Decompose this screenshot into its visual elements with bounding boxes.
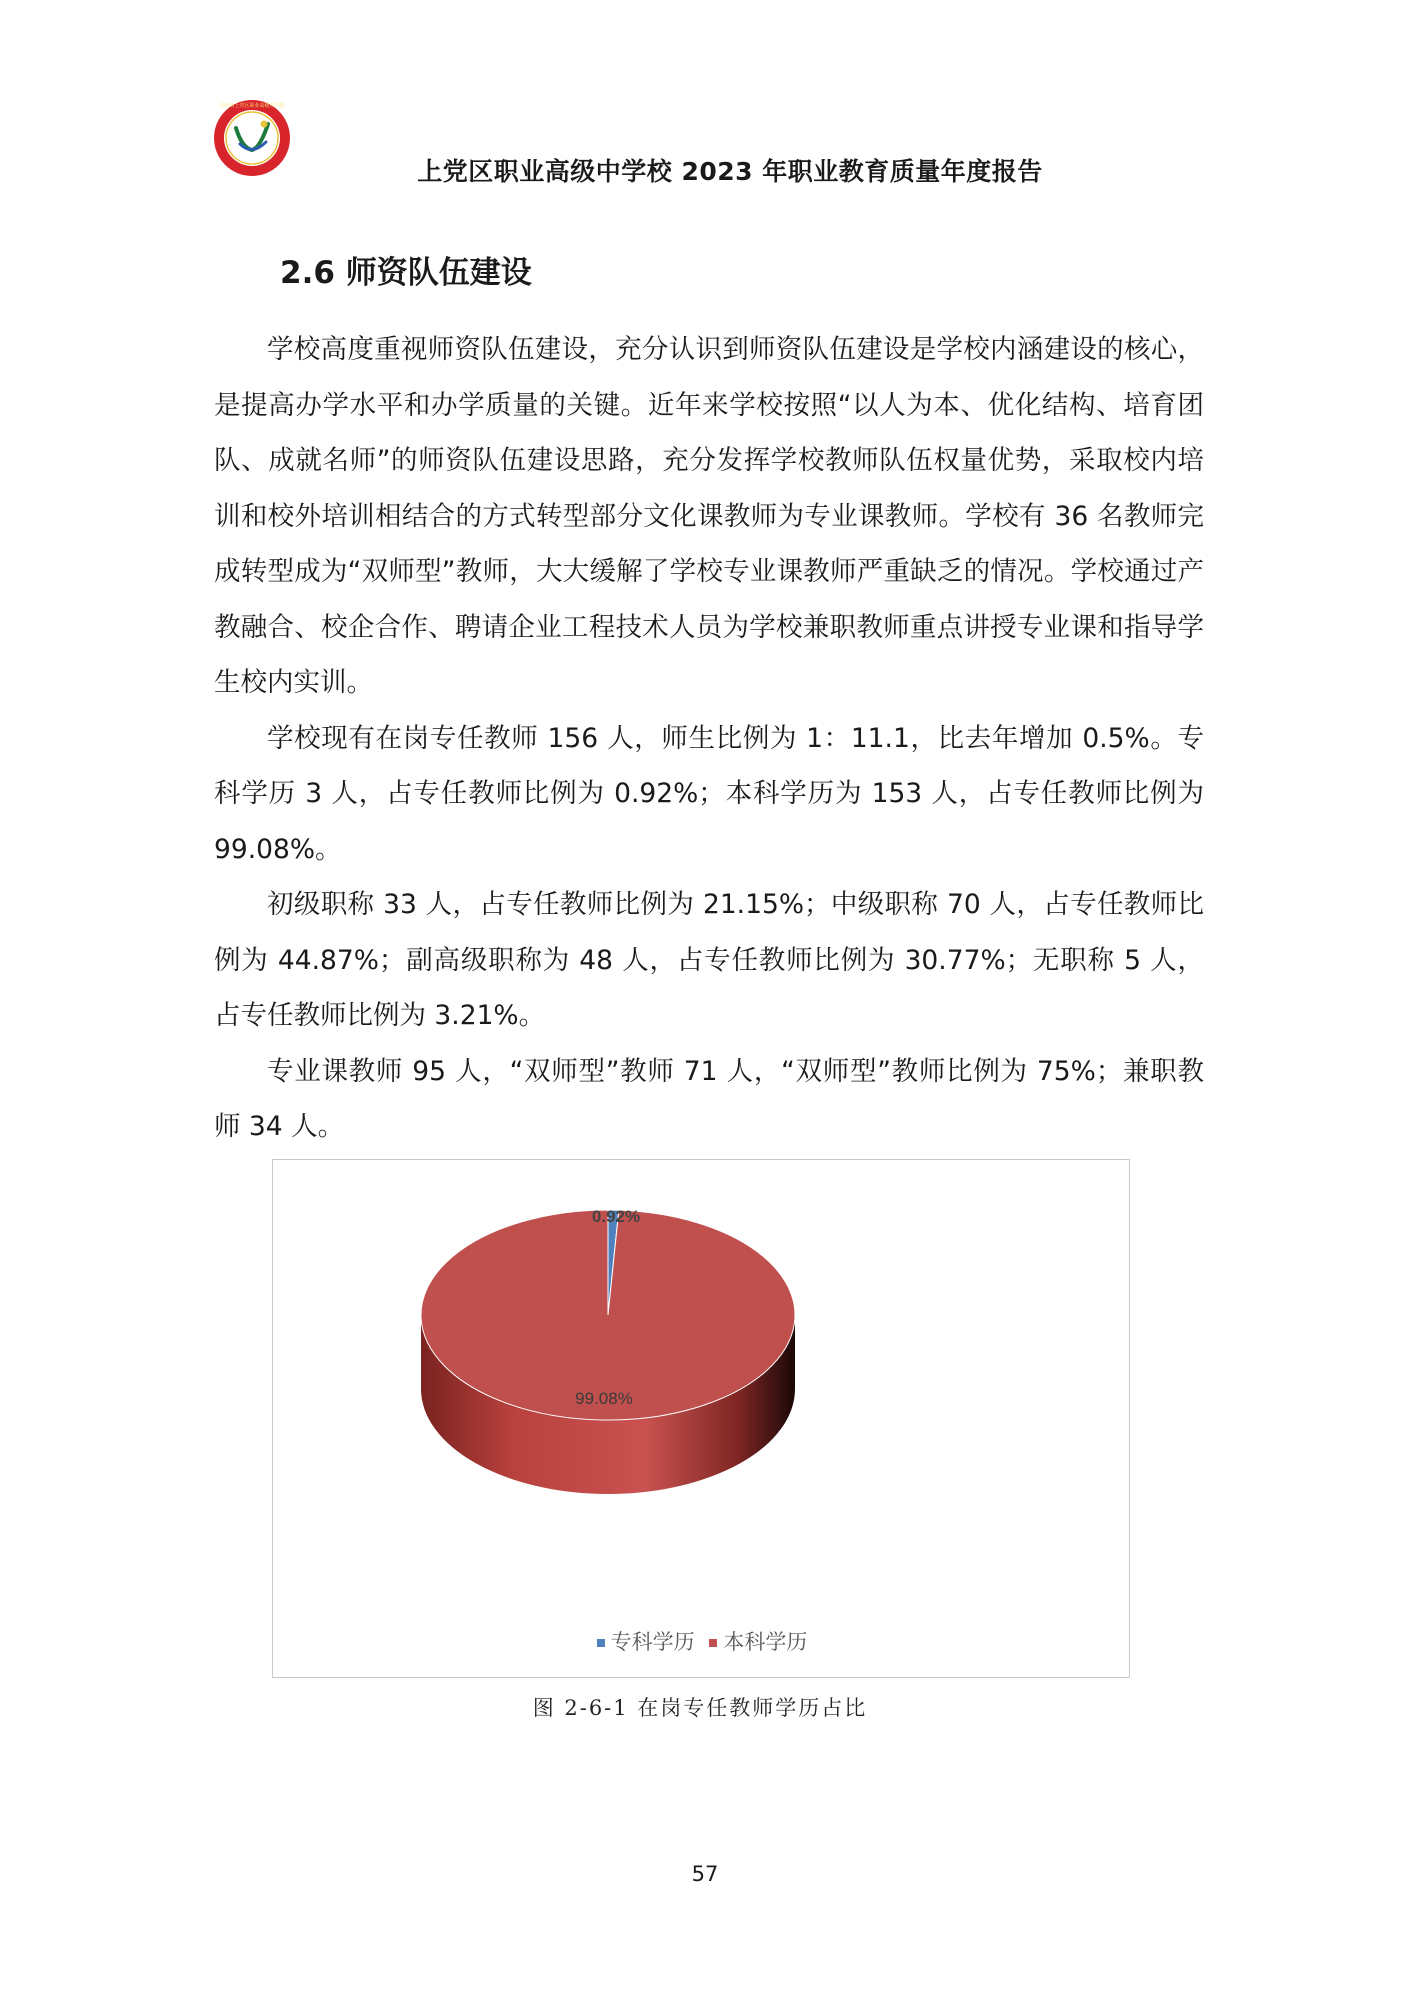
paragraph: 专业课教师 95 人，“双师型”教师 71 人，“双师型”教师比例为 75%；兼职教师 34 人。 bbox=[214, 1055, 1204, 1142]
school-logo bbox=[212, 98, 292, 178]
paragraph: 初级职称 33 人，占专任教师比例为 21.15%；中级职称 70 人，占专任教师比例为 44.87%；副高级职称为 48 人，占专任教师比例为 30.77%；无职称 5 人，占专任教师比例为 3.21%。 bbox=[214, 889, 1204, 1031]
body-text bbox=[214, 322, 1204, 1155]
chart-legend bbox=[273, 1626, 1131, 1656]
legend-label: 专科学历 bbox=[610, 1630, 695, 1654]
report-header-title: 上党区职业高级中学校 2023 年职业教育质量年度报告 bbox=[417, 157, 1043, 186]
legend-swatch bbox=[709, 1639, 717, 1647]
paragraph: 学校高度重视师资队伍建设，充分认识到师资队伍建设是学校内涵建设的核心，是提高办学水平和办学质量的关键。近年来学校按照“以人为本、优化结构、培育团队、成就名师”的师资队伍建设思路，充分发挥学校教师队伍权量优势，采取校内培训和校外培训相结合的方式转型部分文化课教师为专业课教师。学校有 36 名教师完成转型成为“双师型”教师，大大缓解了学校专业课教师严重缺乏的情况。学校通过产教融合、校企合作、聘请企业工程技术人员为学校兼职教师重点讲授专业课和指导学生校内实训。 bbox=[214, 334, 1204, 698]
data-label: 0.92% bbox=[591, 1207, 641, 1226]
section-title: 2.6 师资队伍建设 bbox=[280, 255, 532, 291]
pie-chart bbox=[272, 1159, 1130, 1678]
pie-chart-canvas bbox=[273, 1160, 1131, 1679]
paragraph: 学校现有在岗专任教师 156 人，师生比例为 1：11.1，比去年增加 0.5%。专科学历 3 人，占专任教师比例为 0.92%；本科学历为 153 人，占专任教师比例为 99.08%。 bbox=[214, 722, 1204, 865]
svg-text:长治市上党区职业高级中学校: 长治市上党区职业高级中学校 bbox=[219, 103, 285, 109]
legend-item bbox=[597, 1626, 695, 1656]
legend-label: 本科学历 bbox=[723, 1630, 808, 1654]
page-number: 57 bbox=[691, 1862, 719, 1886]
figure-caption: 图 2-6-1 在岗专任教师学历占比 bbox=[532, 1696, 868, 1720]
legend-swatch bbox=[597, 1639, 605, 1647]
legend-item bbox=[709, 1626, 807, 1656]
data-label: 99.08% bbox=[575, 1389, 633, 1408]
